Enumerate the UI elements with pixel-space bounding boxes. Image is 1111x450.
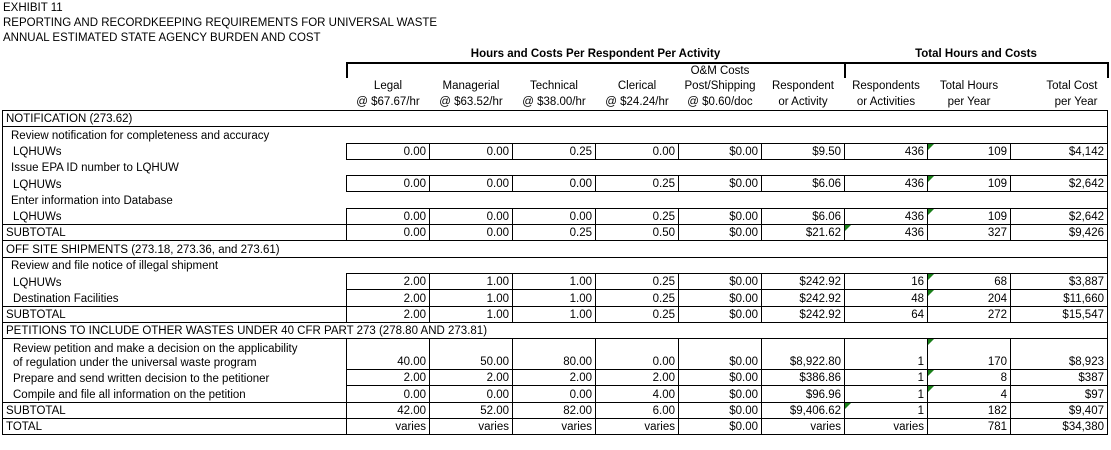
exhibit-title: REPORTING AND RECORDKEEPING REQUIREMENTS FOR UNIVERSAL WASTE [3,17,438,29]
subheading-row [3,127,1108,143]
cell-om: $0.00 [679,273,762,289]
cell-om: $0.00 [679,339,762,370]
cell-total-hours: 272 [928,306,1011,322]
table-row [3,143,1108,159]
respondent-label: LQHUWs [3,208,347,224]
exhibit-number: EXHIBIT 11 [3,2,63,14]
cell-legal: 0.00 [347,208,430,224]
section-title: NOTIFICATION (273.62) [3,111,1108,127]
respondent-label: Prepare and send written decision to the petitioner [3,370,347,386]
cell-clerical: 6.00 [596,402,679,418]
cell-respondent-cost: $8,922.80 [762,339,845,370]
cell-technical: 0.00 [513,208,596,224]
cell-technical: 82.00 [513,402,596,418]
cell-total-hours: 781 [928,419,1011,435]
activity-label-line-2: of regulation under the universal waste program [13,356,257,369]
cell-legal: 40.00 [347,339,430,370]
cell-respondent-cost: $386.86 [762,370,845,386]
cell-respondent-cost: $242.92 [762,306,845,322]
section-row [3,322,1108,338]
cell-total-hours: 327 [928,225,1011,241]
cell-total-cost: $3,887 [1011,273,1108,289]
cell-respondents: 436 [845,143,928,159]
cell-om: $0.00 [679,386,762,402]
cell-managerial: 2.00 [430,370,513,386]
cell-total-cost: $2,642 [1011,176,1108,192]
col-om-rate: @ $0.60/doc [679,94,762,111]
respondent-label: Compile and file all information on the petition [3,386,347,402]
section-row [3,111,1108,127]
activity-label-line-1: Review petition and make a decision on the applicability [13,342,298,355]
cell-total-cost: $2,642 [1011,208,1108,224]
cell-managerial: 1.00 [430,306,513,322]
cell-respondents: varies [845,419,928,435]
cell-respondents: 16 [845,273,928,289]
cell-respondents: 48 [845,290,928,306]
cell-total-hours: 4 [928,386,1011,402]
cell-managerial: varies [430,419,513,435]
cell-technical: 1.00 [513,290,596,306]
cell-clerical: 0.50 [596,225,679,241]
activity-label: Review and file notice of illegal shipment [3,257,1108,273]
cell-managerial: 0.00 [430,225,513,241]
col-legal-rate: @ $67.67/hr [347,94,430,111]
cell-managerial: 50.00 [430,339,513,370]
cell-legal: 2.00 [347,370,430,386]
activity-label: Enter information into Database [3,192,1108,208]
respondent-label: LQHUWs [3,176,347,192]
cell-managerial: 52.00 [430,402,513,418]
cell-technical: 0.00 [513,176,596,192]
section-title: OFF SITE SHIPMENTS (273.18, 273.36, and 273.61) [3,241,1108,257]
total-row [3,419,1108,435]
cell-total-cost: $97 [1011,386,1108,402]
col-respondent: Respondent [771,80,835,92]
cell-om: $0.00 [679,402,762,418]
table-row [3,386,1108,402]
cell-total-cost: $15,547 [1011,306,1108,322]
cell-total-hours: 68 [928,273,1011,289]
cell-legal: 42.00 [347,402,430,418]
cell-legal: 2.00 [347,290,430,306]
cell-total-cost: $4,142 [1011,143,1108,159]
cell-managerial: 0.00 [430,176,513,192]
cell-clerical: 4.00 [596,386,679,402]
total-label: SUBTOTAL [3,225,347,241]
table-row [3,273,1108,289]
col-om: Post/Shipping [684,80,756,92]
activity-label: Issue EPA ID number to LQHUW [3,159,1108,175]
cell-respondents: 1 [845,370,928,386]
cell-managerial: 1.00 [430,290,513,306]
cell-respondents: 1 [845,402,928,418]
cell-technical: 1.00 [513,306,596,322]
cell-clerical: 2.00 [596,370,679,386]
cell-clerical: 0.00 [596,143,679,159]
cell-total-hours: 204 [928,290,1011,306]
subheading-row [3,192,1108,208]
cell-technical: 80.00 [513,339,596,370]
col-total-hours: Total Hours [939,80,999,92]
cell-total-cost: $34,380 [1011,419,1108,435]
cell-clerical: 0.25 [596,273,679,289]
cell-legal: varies [347,419,430,435]
cell-respondents: 64 [845,306,928,322]
col-technical: Technical [530,80,578,92]
col-total-cost-2: per Year [1011,94,1108,111]
col-technical-rate: @ $38.00/hr [513,94,596,111]
col-legal: Legal [373,80,403,92]
activity-label [3,339,347,370]
cell-technical: 0.25 [513,225,596,241]
cell-respondents: 1 [845,386,928,402]
cell-om: $0.00 [679,370,762,386]
cell-total-hours: 109 [928,176,1011,192]
cell-clerical: 0.25 [596,176,679,192]
cell-respondent-cost: varies [762,419,845,435]
section-row [3,241,1108,257]
table-row [3,290,1108,306]
section-title: PETITIONS TO INCLUDE OTHER WASTES UNDER 40 CFR PART 273 (278.80 AND 273.81) [3,322,1108,338]
cell-total-hours: 109 [928,143,1011,159]
bracket-row [3,63,1108,78]
cell-total-hours: 109 [928,208,1011,224]
col-respondents-2: or Activities [845,94,928,111]
col-total-cost: Total Cost [1046,80,1098,92]
cell-om: $0.00 [679,290,762,306]
cell-respondent-cost: $6.06 [762,208,845,224]
cell-technical: 1.00 [513,273,596,289]
cell-technical: varies [513,419,596,435]
cell-respondent-cost: $21.62 [762,225,845,241]
cell-respondent-cost: $242.92 [762,273,845,289]
table-row [3,176,1108,192]
cell-clerical: 0.25 [596,290,679,306]
cell-om: $0.00 [679,143,762,159]
cell-respondents: 1 [845,339,928,370]
exhibit-subtitle: ANNUAL ESTIMATED STATE AGENCY BURDEN AND COST [3,32,321,44]
table-row [3,208,1108,224]
cell-technical: 0.00 [513,386,596,402]
column-header-row-2 [3,94,1108,111]
cell-total-cost: $9,426 [1011,225,1108,241]
cell-legal: 2.00 [347,306,430,322]
cell-total-cost: $387 [1011,370,1108,386]
cell-legal: 0.00 [347,143,430,159]
cell-total-hours: 182 [928,402,1011,418]
group-header-per-respondent: Hours and Costs Per Respondent Per Activity [470,48,721,60]
cell-legal: 0.00 [347,386,430,402]
cell-om: $0.00 [679,419,762,435]
total-label: TOTAL [3,419,347,435]
respondent-label: LQHUWs [3,143,347,159]
cell-total-cost: $8,923 [1011,339,1108,370]
total-label: SUBTOTAL [3,306,347,322]
col-managerial: Managerial [442,80,500,92]
cell-technical: 2.00 [513,370,596,386]
col-clerical: Clerical [617,80,657,92]
cell-managerial: 0.00 [430,386,513,402]
total-row [3,402,1108,418]
cell-om: $0.00 [679,208,762,224]
col-respondents: Respondents [852,80,920,92]
cell-legal: 0.00 [347,225,430,241]
cell-om: $0.00 [679,306,762,322]
cell-legal: 0.00 [347,176,430,192]
cell-clerical: 0.25 [596,208,679,224]
cell-om: $0.00 [679,225,762,241]
subheading-row [3,257,1108,273]
respondent-label: LQHUWs [3,273,347,289]
cell-respondent-cost: $6.06 [762,176,845,192]
cell-technical: 0.25 [513,143,596,159]
col-managerial-rate: @ $63.52/hr [430,94,513,111]
col-respondent-2: or Activity [762,94,845,111]
table-row [3,370,1108,386]
cell-clerical: 0.25 [596,306,679,322]
cell-total-cost: $9,407 [1011,402,1108,418]
group-header-totals: Total Hours and Costs [915,48,1037,60]
cell-respondent-cost: $242.92 [762,290,845,306]
cell-respondent-cost: $9,406.62 [762,402,845,418]
cell-respondents: 436 [845,225,928,241]
group-header-row [3,46,1108,63]
column-header-row-1 [3,78,1108,94]
cell-managerial: 1.00 [430,273,513,289]
table-body [3,111,1108,435]
total-row [3,306,1108,322]
om-costs-header: O&M Costs [679,63,762,78]
cell-managerial: 0.00 [430,143,513,159]
activity-label: Review notification for completeness and accuracy [3,127,1108,143]
cell-managerial: 0.00 [430,208,513,224]
cell-total-cost: $11,660 [1011,290,1108,306]
cell-clerical: varies [596,419,679,435]
cell-total-hours: 8 [928,370,1011,386]
cell-om: $0.00 [679,176,762,192]
cell-total-hours: 170 [928,339,1011,370]
cell-respondents: 436 [845,208,928,224]
cell-legal: 2.00 [347,273,430,289]
subheading-row [3,159,1108,175]
burden-cost-table [2,46,1109,435]
cell-respondent-cost: $96.96 [762,386,845,402]
total-label: SUBTOTAL [3,402,347,418]
table-row [3,339,1108,370]
cell-clerical: 0.00 [596,339,679,370]
cell-respondents: 436 [845,176,928,192]
total-row [3,225,1108,241]
col-clerical-rate: @ $24.24/hr [596,94,679,111]
respondent-label: Destination Facilities [3,290,347,306]
cell-respondent-cost: $9.50 [762,143,845,159]
col-total-hours-2: per Year [928,94,1011,111]
